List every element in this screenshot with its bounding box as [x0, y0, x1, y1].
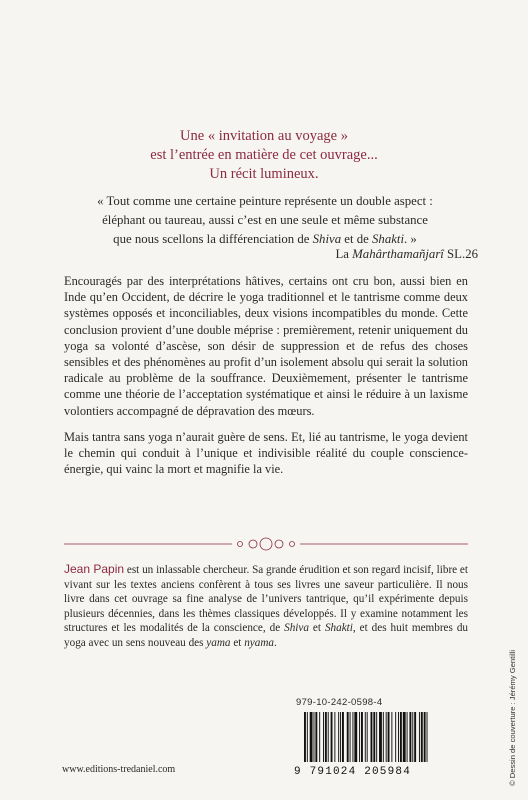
author-bio: Jean Papin est un inlassable chercheur. Sa grande érudition et son regard incisif, libre et vivant sur les textes anciens confèrent à tous ses livres une saveur particulière. Il nous livre dans cet ouvrage sa fine analyse de l’univers tantrique, qu’il expérimente depuis plusieurs décennies, dans les thèmes classiques développés. Il y examine notamment les structures et les modalités de la conscience, de Shiva et Shakti, et des huit membres du yoga avec un sens nouveau des yama et nyama.	[64, 562, 469, 649]
tagline-line-1: Une « invitation au voyage »	[180, 128, 348, 144]
epigraph-quote	[50, 192, 480, 249]
quote-source: La Mahârthamañjarî SL.26	[335, 247, 478, 261]
quote-shiva: Shiva	[312, 232, 342, 246]
publisher-website: www.editions-tredaniel.com	[62, 764, 176, 775]
quote-line-2: éléphant ou taureau, aussi c’est en une seule et même substance	[102, 213, 428, 227]
tagline	[0, 127, 528, 184]
barcode-digits: 9 791024 205984	[294, 766, 412, 776]
author-name: Jean Papin	[64, 562, 125, 576]
quote-shakti: Shakti	[372, 232, 405, 246]
barcode-image	[292, 712, 472, 776]
tagline-line-2: est l’entrée en matière de cet ouvrage...	[150, 147, 378, 163]
back-cover-description	[64, 273, 468, 487]
tagline-line-3: Un récit lumineux.	[209, 166, 319, 182]
description-paragraph-2: Mais tantra sans yoga n’aurait guère de sens. Et, lié au tantrisme, le yoga devient le chemin qui conduit à l’unique et indivisible réalité du couple conscience-énergie, qui vainc la mort et magnifie la vie.	[64, 429, 468, 477]
isbn-number: 979-10-242-0598-4	[296, 697, 383, 708]
description-paragraph-1: Encouragés par des interprétations hâtives, certains ont cru bon, aussi bien en Inde qu’en Occident, de décrire le yoga traditionnel et le tantrisme comme deux systèmes opposés et inconciliables, deux visions incompatibles du monde. Cette conclusion provient d’une double méprise : premièrement, retenir uniquement du yoga sa volonté d’ascèse, son désir de suppression et de refus des choses sensibles et des phénomènes au profit d’un isolement absolu qui serait la solution radicale au problème de la souffrance. Deuxièmement, présenter le tantrisme comme une théorie de l’acceptation systématique et ainsi le réduire à un laxisme volontiers accompagné de dépravation des mœurs.	[64, 274, 468, 418]
quote-line-3: que nous scellons la différenciation de Shiva et de Shakti. »	[113, 232, 417, 246]
quote-line-1: « Tout comme une certaine peinture représente un double aspect :	[97, 194, 433, 208]
ornamental-divider	[64, 537, 468, 551]
quote-source-title: Mahârthamañjarî	[352, 247, 444, 261]
cover-credit: © Dessin de couverture : Jérémy Gentilli	[508, 649, 517, 786]
